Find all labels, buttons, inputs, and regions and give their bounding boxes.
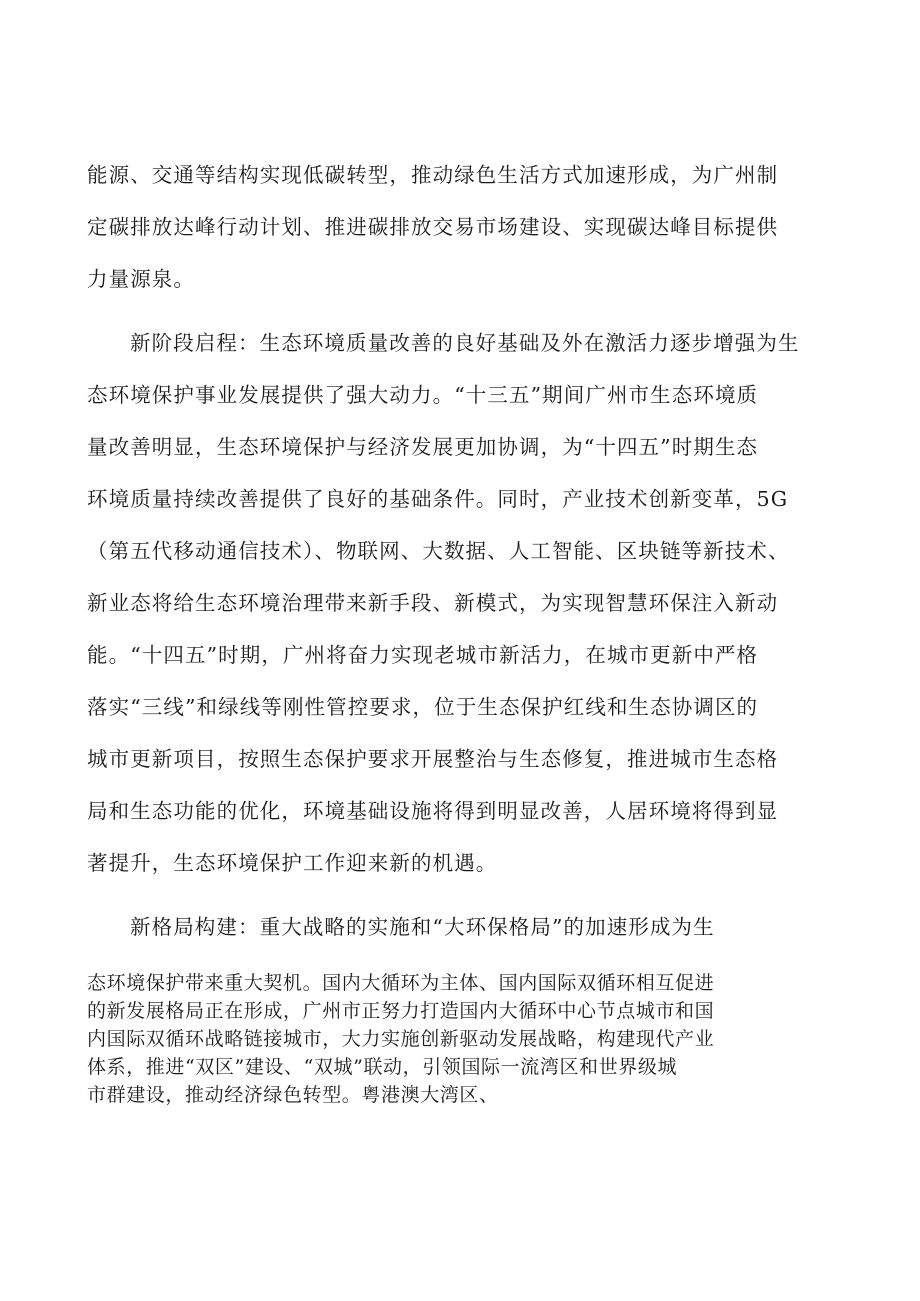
text-line: 新格局构建：重大战略的实施和“大环保格局”的加速形成为生 — [130, 915, 715, 939]
text-line: 著提升，生态环境保护工作迎来新的机遇。 — [87, 851, 498, 875]
text-line: 态环境保护带来重大契机。国内大循环为主体、国内国际双循环相互促进 — [87, 972, 715, 994]
text-line: 力量源泉。 — [87, 267, 195, 291]
text-line: 内国际双循环战略链接城市，大力实施创新驱动发展战略，构建现代产业 — [87, 1028, 715, 1050]
text-line: 体系，推进“双区”建设、“双城”联动，引领国际一流湾区和世界级城 — [87, 1056, 678, 1078]
text-line: 的新发展格局正在形成，广州市正努力打造国内大循环中心节点城市和国 — [87, 1000, 715, 1022]
text-line: 能。“十四五”时期，广州将奋力实现老城市新活力，在城市更新中严格 — [87, 643, 759, 667]
text-line: 定碳排放达峰行动计划、推进碳排放交易市场建设、实现碳达峰目标提供 — [87, 215, 779, 239]
text-line: 落实“三线”和绿线等刚性管控要求，位于生态保护红线和生态协调区的 — [87, 695, 759, 719]
text-line: 局和生态功能的优化，环境基础设施将得到明显改善，人居环境将得到显 — [87, 799, 779, 823]
text-line: 新业态将给生态环境治理带来新手段、新模式，为实现智慧环保注入新动 — [87, 591, 779, 615]
text-line: 环境质量持续改善提供了良好的基础条件。同时，产业技术创新变革，5G — [87, 487, 789, 511]
text-line: 新阶段启程：生态环境质量改善的良好基础及外在激活力逐步增强为生 — [130, 331, 800, 355]
text-line: 量改善明显，生态环境保护与经济发展更加协调，为“十四五”时期生态 — [87, 435, 759, 459]
text-line: 市群建设，推动经济绿色转型。粤港澳大湾区、 — [87, 1084, 499, 1106]
text-line: 城市更新项目，按照生态保护要求开展整治与生态修复，推进城市生态格 — [87, 747, 779, 771]
text-line: 能源、交通等结构实现低碳转型，推动绿色生活方式加速形成，为广州制 — [87, 163, 779, 187]
text-line: （第五代移动通信技术）、物联网、大数据、人工智能、区块链等新技术、 — [87, 539, 790, 563]
text-line: 态环境保护事业发展提供了强大动力。“十三五”期间广州市生态环境质 — [87, 383, 759, 407]
